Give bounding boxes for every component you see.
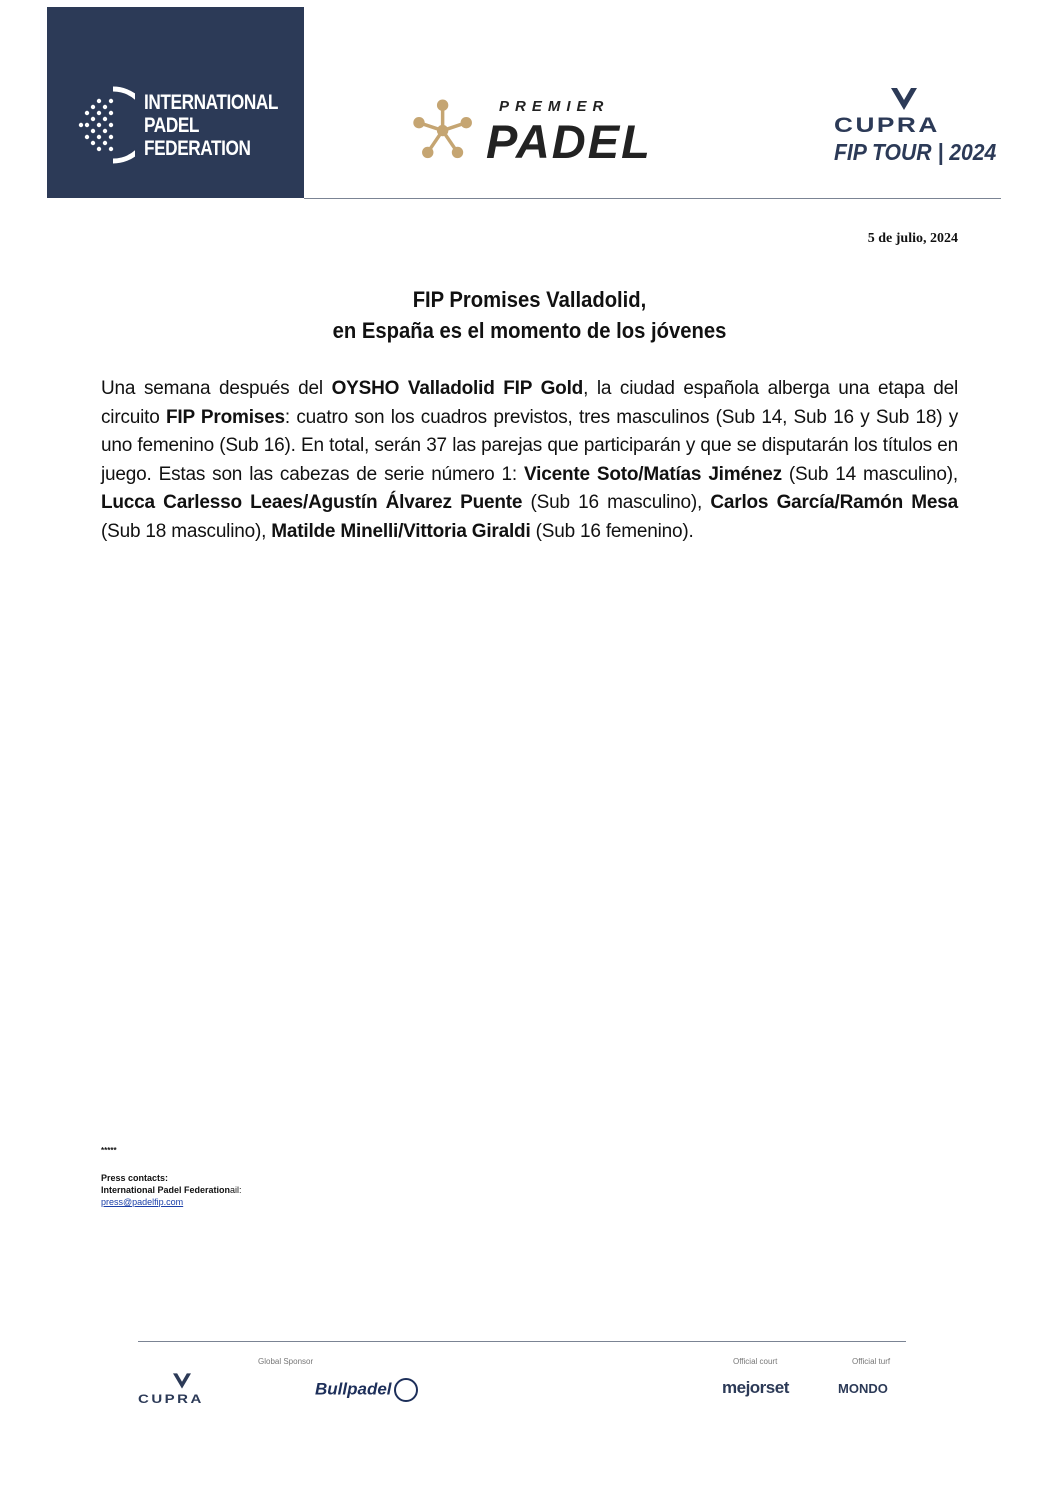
fip-logo-text: INTERNATIONAL PADEL FEDERATION [144,91,279,160]
official-turf-label: Official turf [852,1357,891,1366]
header-divider [304,198,1001,199]
fip-padel-ball-icon [75,85,135,165]
press-contacts [101,1172,242,1208]
title-line: en España es el momento de los jóvenes [332,318,727,343]
press-org-line: International Padel Federationail: [101,1185,242,1195]
document-date: 5 de julio, 2024 [867,231,958,246]
mondo-logo: MONDO [838,1381,888,1396]
section-separator: ***** [101,1146,117,1155]
cupra-footer-icon [171,1372,193,1390]
official-court-label: Official court [733,1357,778,1366]
press-email-link[interactable]: press@padelfip.com [101,1197,184,1207]
fip-logo-block [47,7,304,198]
fip-tour-logo-word: FIP TOUR | 2024 [834,139,997,165]
padel-logo-word: PADEL [486,115,652,168]
bullpadel-logo: Bullpadel [315,1378,418,1402]
cupra-logo-word: CUPRA [834,114,940,137]
press-contacts-label: Press contacts: [101,1173,169,1183]
body-paragraph: Una semana después del OYSHO Valladolid FIP Gold, la ciudad española alberga una etapa del circuito FIP Promises: cuatro son los cuadros previstos, tres masculinos (Sub 14, Sub 16 y Sub 18) y uno femenino (Sub 16). En total, serán 37 las parejas que participarán y que se disputarán los títulos en juego. Estas son las cabezas de serie número 1: Vicente Soto/Matías Jiménez (Sub 14 masculino), Lucca Carlesso Leaes/Agustín Álvarez Puente (Sub 16 masculino), Carlos García/Ramón Mesa (Sub 18 masculino), Matilde Minelli/Vittoria Giraldi (Sub 16 femenino). [101,378,959,542]
mejorset-logo: mejorset [722,1378,789,1397]
global-sponsor-label: Global Sponsor [258,1357,314,1366]
bullpadel-circle-icon [394,1378,418,1402]
document-title [101,284,958,346]
cupra-logo-icon [888,86,920,112]
footer-divider [138,1341,906,1342]
premier-logo-word: PREMIER [499,98,610,115]
cupra-footer-word: CUPRA [138,1392,204,1406]
premier-padel-star-icon [412,96,482,166]
title-line: FIP Promises Valladolid, [412,287,647,312]
